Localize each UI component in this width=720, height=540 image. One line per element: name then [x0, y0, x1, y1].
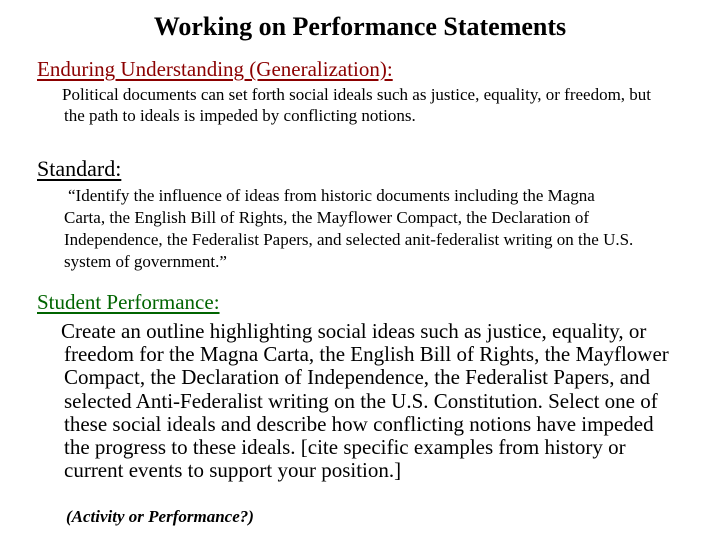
- enduring-understanding-heading: Enduring Understanding (Generalization):: [37, 57, 393, 81]
- activity-note: (Activity or Performance?): [66, 507, 254, 526]
- standard-text: “Identify the influence of ideas from historic documents including the Magna Carta, the English Bill of Rights, the Mayflower Compact, the Declaration of Independence, the Federalist Papers, and selected anit-federalist writing on the U.S. system of government.”: [64, 186, 634, 271]
- student-performance-heading: Student Performance:: [37, 290, 220, 314]
- page-title: Working on Performance Statements: [153, 12, 567, 41]
- student-performance-text: Create an outline highlighting social ideas such as justice, equality, or freedom for the Magna Carta, the English Bill of Rights, the Mayflower Compact, the Declaration of Independence, the Federalist Papers, and selected Anti-Federalist writing on the U.S. Constitution. Select one of these social ideals and describe how conflicting notions have impeded the progress to these ideals. [cite specific examples from history or current events to support your position.]: [61, 319, 669, 483]
- standard-heading: Standard:: [37, 156, 122, 181]
- enduring-understanding-text: Political documents can set forth social ideals such as justice, equality, or freedom, but the path to ideals is impeded by conflicting notions.: [62, 85, 652, 125]
